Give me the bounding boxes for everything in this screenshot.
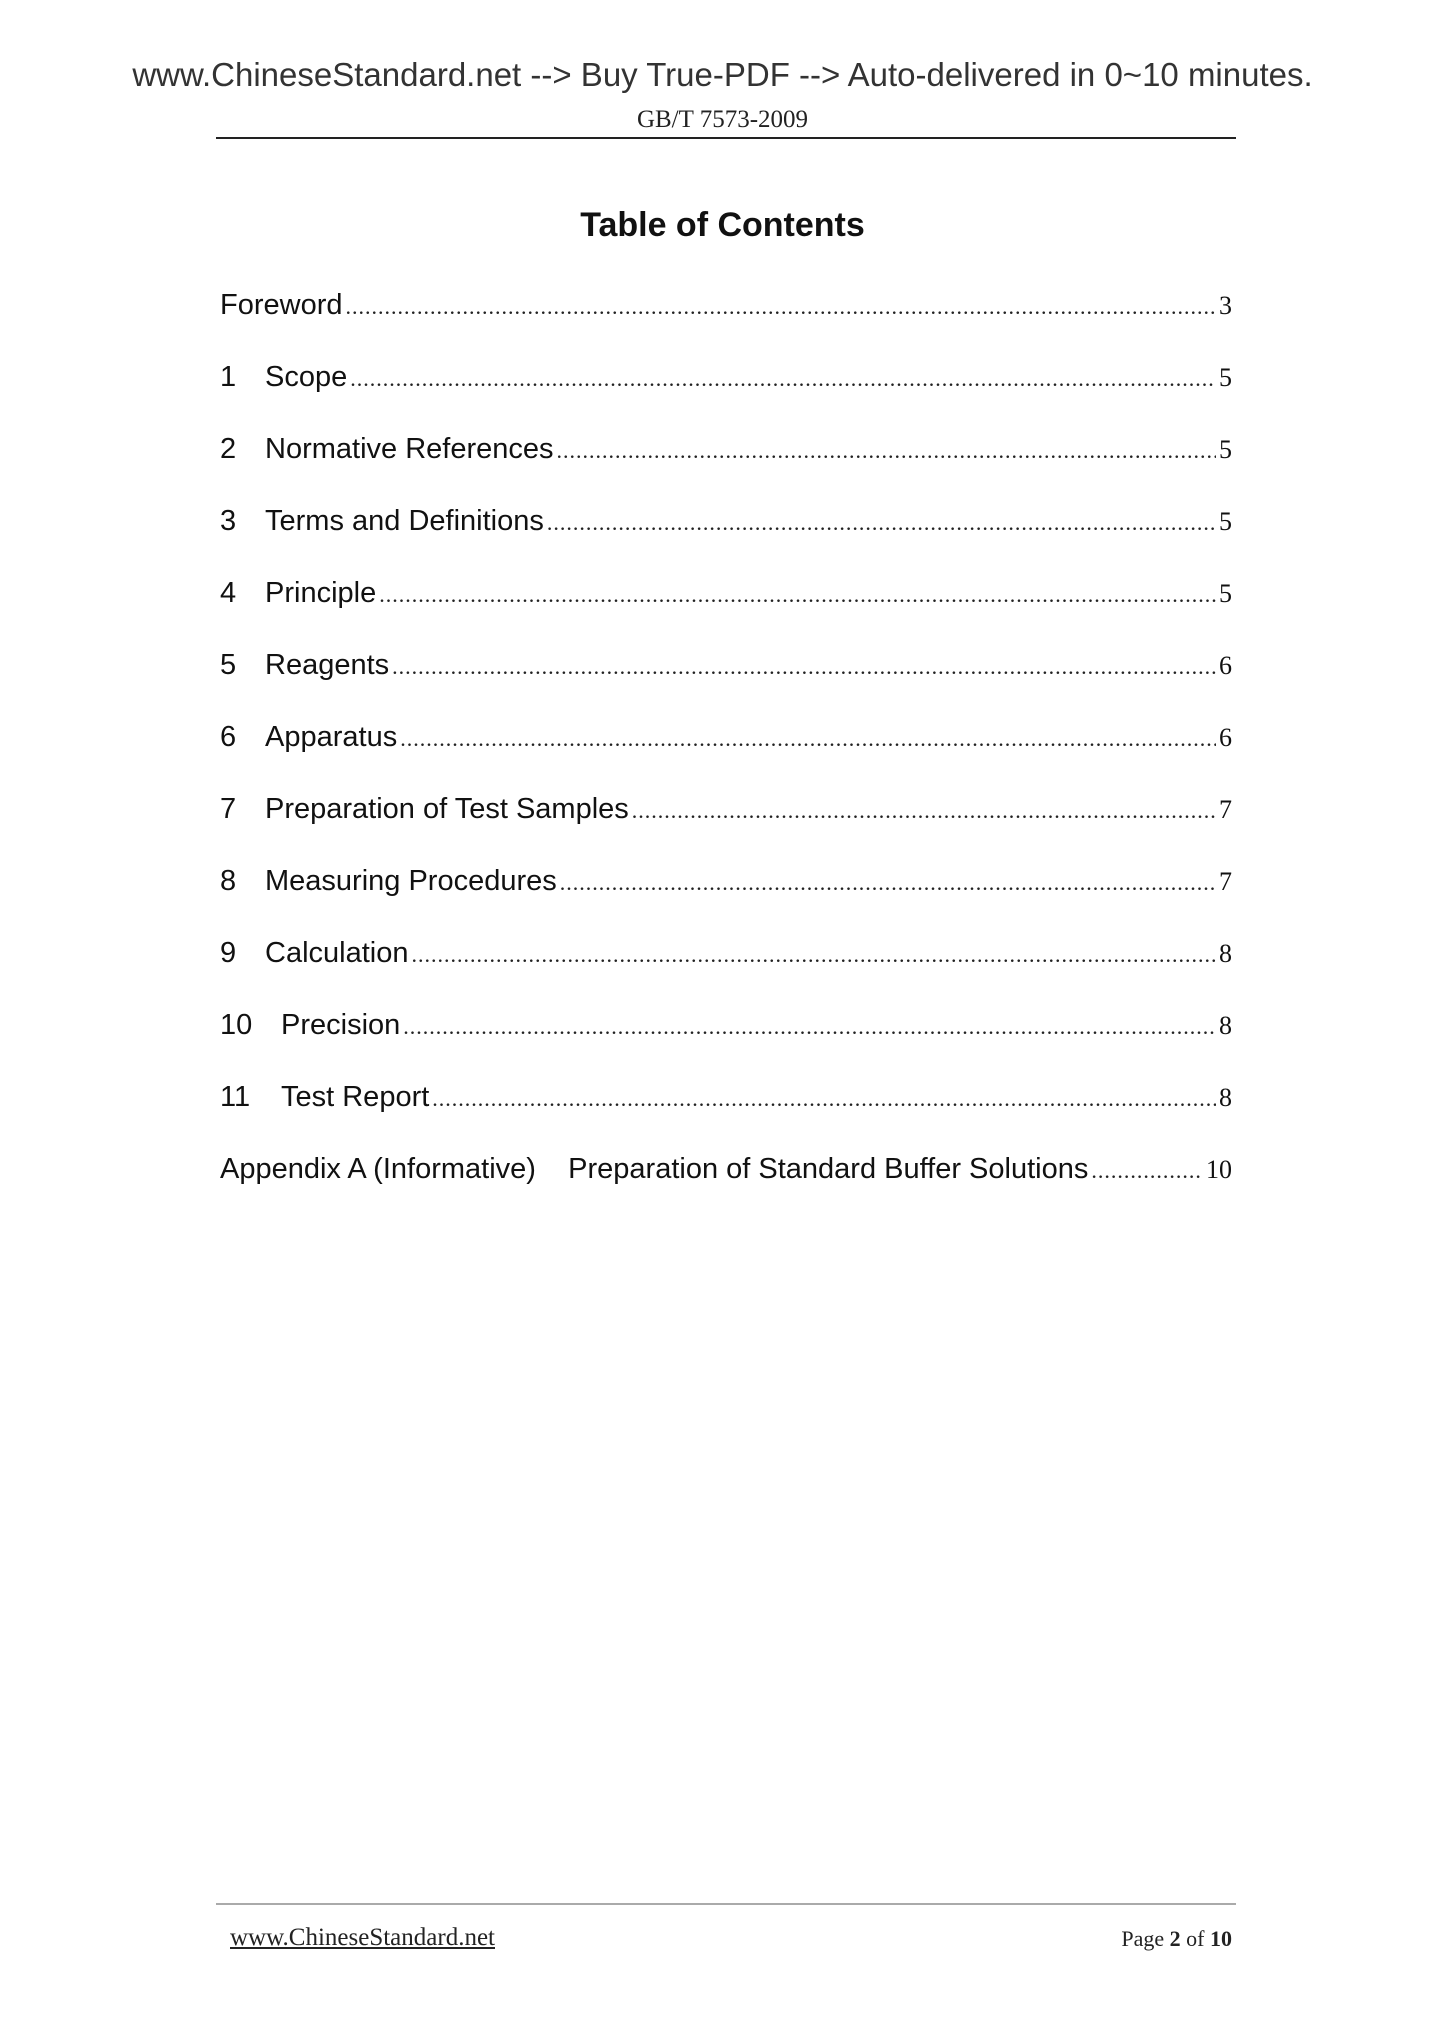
toc-entry-number: 8 [220, 865, 237, 897]
toc-page-number: 5 [1219, 363, 1232, 392]
toc-entry-number: 6 [220, 721, 237, 753]
toc-page-number: 8 [1219, 1011, 1232, 1040]
toc-entry-calculation[interactable] [220, 937, 1232, 1009]
site-banner: www.ChineseStandard.net --> Buy True-PDF --> Auto-delivered in 0~10 minutes. [132, 56, 1313, 93]
toc-entry-number: 7 [220, 793, 237, 825]
toc-page-number: 5 [1219, 579, 1232, 608]
toc-entry-appendix-a[interactable] [220, 1153, 1232, 1225]
toc-entry-number: 4 [220, 577, 237, 609]
toc-entry-reagents[interactable] [220, 649, 1232, 721]
document-code: GB/T 7573-2009 [636, 106, 809, 133]
toc-entry-text: Appendix A (Informative) Preparation of Standard Buffer Solutions [220, 1153, 1089, 1185]
toc-entry-text: Foreword [220, 289, 343, 321]
toc-dot-leader [346, 294, 1217, 320]
toc-entry-apparatus[interactable] [220, 721, 1232, 793]
toc-page-number: 8 [1219, 1083, 1232, 1112]
toc-entry-terms-and-definitions[interactable] [220, 505, 1232, 577]
toc-entry-number: 3 [220, 505, 237, 537]
toc-dot-leader [350, 366, 1216, 392]
toc-entry-text: Terms and Definitions [265, 505, 544, 537]
toc-entry-text: Precision [281, 1009, 401, 1041]
toc-entry-number: 2 [220, 433, 237, 465]
table-of-contents [220, 289, 1232, 1225]
toc-dot-leader [547, 510, 1216, 536]
toc-entry-precision[interactable] [220, 1009, 1232, 1081]
toc-entry-test-report[interactable] [220, 1081, 1232, 1153]
toc-entry-text: Measuring Procedures [265, 865, 557, 897]
toc-entry-number: 9 [220, 937, 237, 969]
footer-website-link[interactable]: www.ChineseStandard.net [230, 1924, 495, 1951]
toc-page-number: 8 [1219, 939, 1232, 968]
toc-page-number: 6 [1219, 651, 1232, 680]
toc-dot-leader [379, 582, 1216, 608]
toc-entry-text: Scope [265, 361, 348, 393]
toc-entry-normative-references[interactable] [220, 433, 1232, 505]
toc-dot-leader [560, 870, 1216, 896]
toc-page-number: 5 [1219, 435, 1232, 464]
toc-title: Table of Contents [580, 206, 865, 244]
page-of-label: of [1186, 1926, 1205, 1951]
page-label: Page [1121, 1926, 1165, 1951]
toc-entry-preparation-of-test-samples[interactable] [220, 793, 1232, 865]
toc-page-number: 3 [1219, 291, 1232, 320]
toc-entry-number: 1 [220, 361, 237, 393]
toc-entry-number: 11 [220, 1081, 251, 1113]
header-divider [216, 137, 1236, 139]
toc-entry-measuring-procedures[interactable] [220, 865, 1232, 937]
toc-entry-text: Preparation of Test Samples [265, 793, 629, 825]
toc-page-number: 7 [1219, 867, 1232, 896]
toc-entry-text: Reagents [265, 649, 390, 681]
toc-page-number: 7 [1219, 795, 1232, 824]
toc-page-number: 5 [1219, 507, 1232, 536]
toc-dot-leader [400, 726, 1216, 752]
total-page-count: 10 [1210, 1926, 1232, 1951]
footer-page-indicator [1121, 1926, 1232, 1952]
footer-divider [216, 1903, 1236, 1905]
toc-page-number: 6 [1219, 723, 1232, 752]
toc-dot-leader [1091, 1158, 1203, 1184]
toc-dot-leader [392, 654, 1216, 680]
toc-dot-leader [432, 1086, 1216, 1112]
toc-entry-text: Principle [265, 577, 377, 609]
current-page-number: 2 [1169, 1926, 1181, 1951]
toc-entry-number: 10 [220, 1009, 253, 1041]
toc-page-number: 10 [1206, 1155, 1232, 1184]
toc-entry-scope[interactable] [220, 361, 1232, 433]
toc-entry-foreword[interactable] [220, 289, 1232, 361]
toc-dot-leader [632, 798, 1216, 824]
toc-entry-text: Normative References [265, 433, 554, 465]
toc-dot-leader [403, 1014, 1216, 1040]
toc-dot-leader [557, 438, 1217, 464]
toc-entry-text: Calculation [265, 937, 409, 969]
toc-dot-leader [411, 942, 1216, 968]
toc-entry-text: Apparatus [265, 721, 398, 753]
toc-entry-number: 5 [220, 649, 237, 681]
toc-entry-text: Test Report [281, 1081, 430, 1113]
toc-entry-principle[interactable] [220, 577, 1232, 649]
